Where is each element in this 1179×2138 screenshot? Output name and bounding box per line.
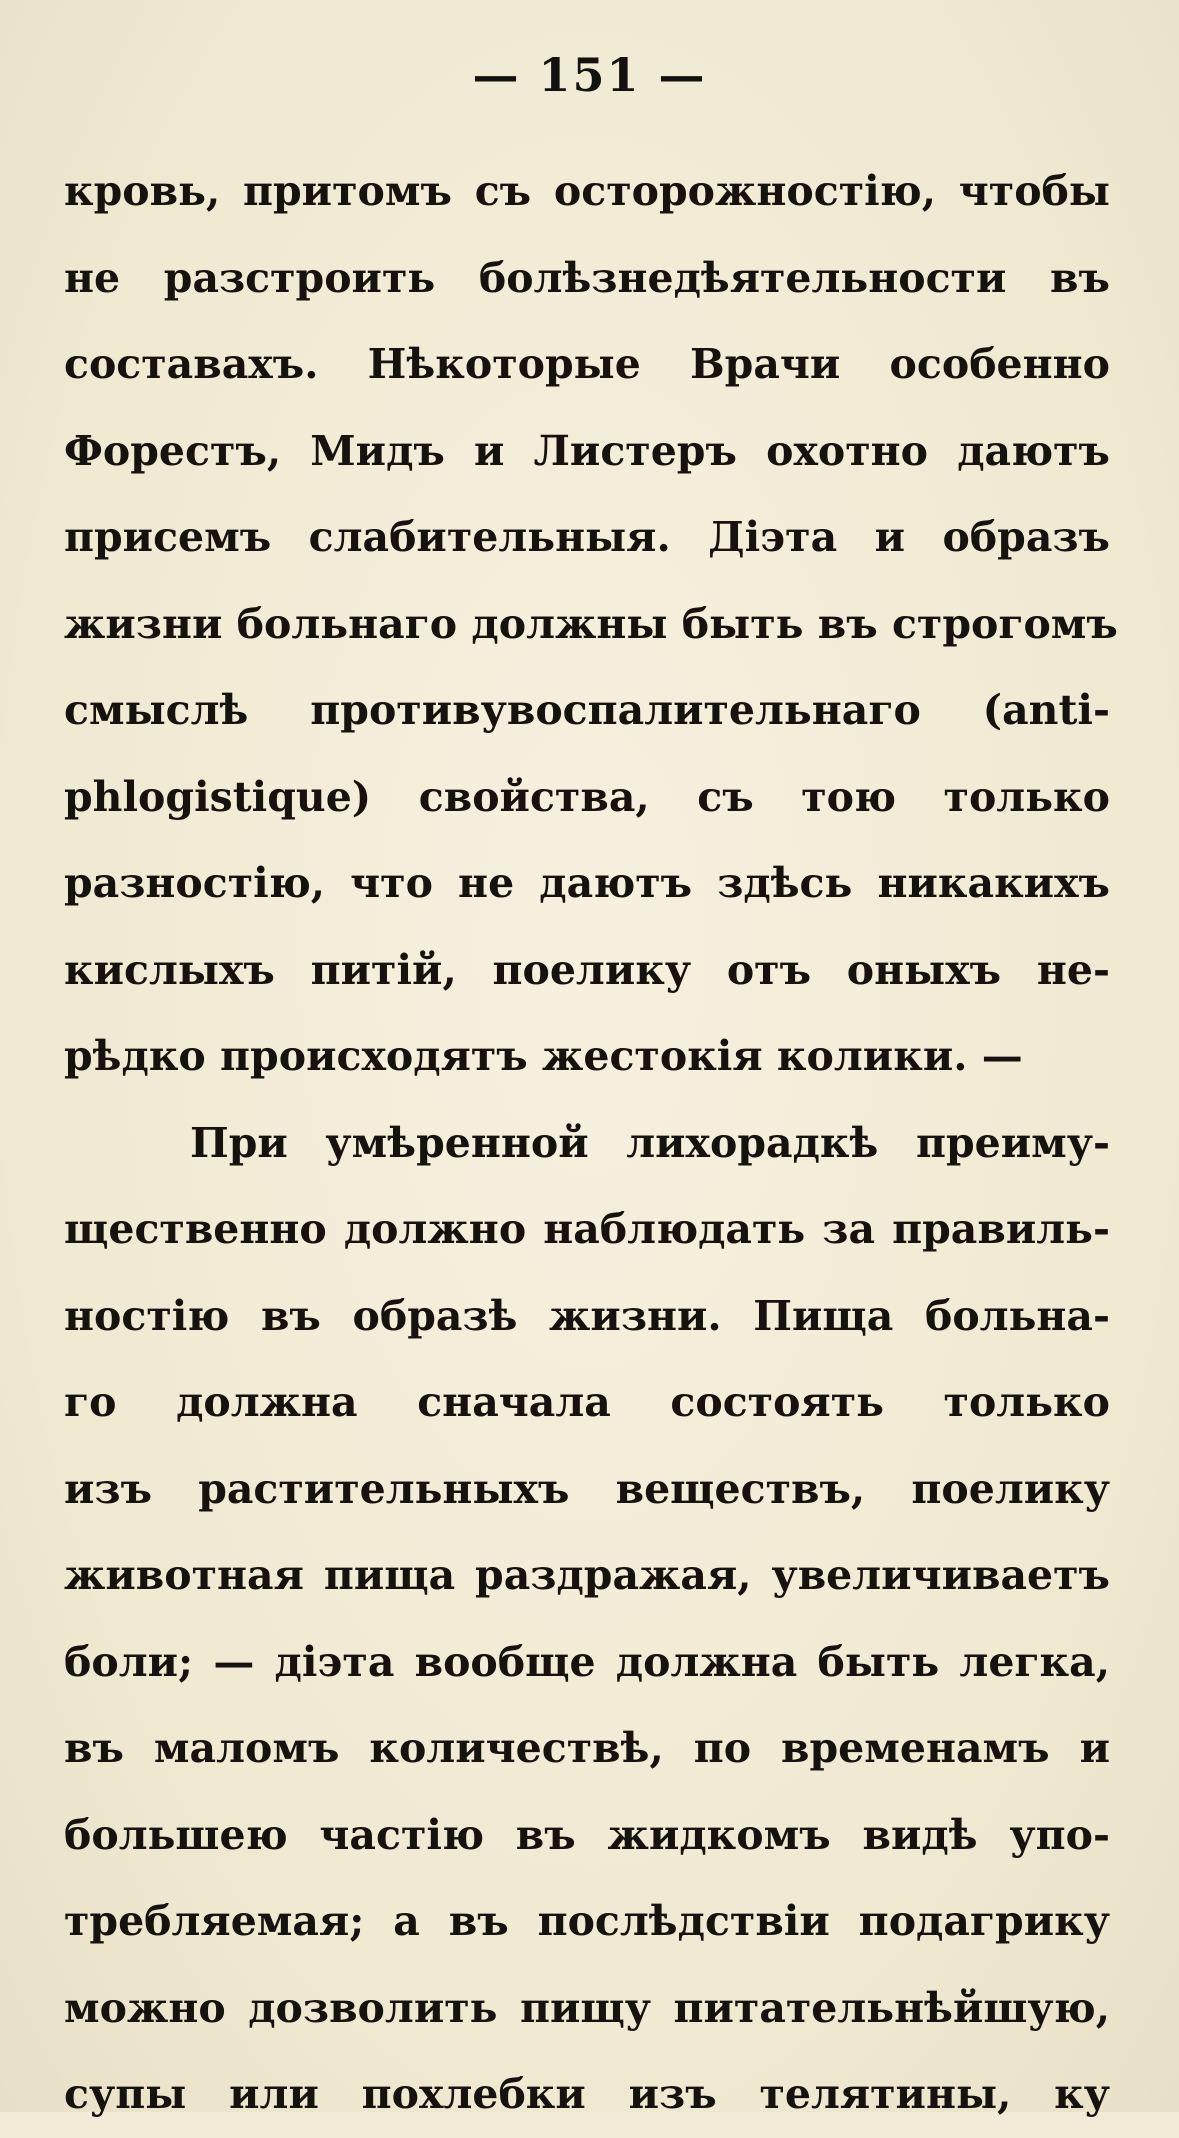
text-line: большею частію въ жидкомъ видѣ упо- — [64, 1810, 1110, 1859]
text-line: животная пища раздражая, увеличиваетъ — [64, 1551, 1110, 1599]
text-line: кровь, притомъ съ осторожностію, чтобы — [64, 167, 1110, 215]
text-line: присемъ слабительныя. Діэта и образъ — [64, 513, 1110, 561]
text-line: изъ растительныхъ веществъ, поелику — [64, 1464, 1110, 1513]
text-line: въ маломъ количествѣ, по временамъ и — [64, 1724, 1110, 1772]
text-line: Форестъ, Мидъ и Листеръ охотно даютъ — [64, 426, 1110, 475]
text-line: можно дозволить пищу питательнѣйшую, — [64, 1983, 1110, 2032]
text-line: щественно должно наблюдать за правиль- — [64, 1205, 1110, 1253]
paragraph-start-line: При умѣренной лихорадкѣ преиму- — [190, 1118, 1110, 1167]
text-line: жизни больнаго должны быть въ строгомъ — [64, 599, 1118, 648]
text-line: боли; — діэта вообще должна быть легка, — [64, 1637, 1110, 1686]
text-line: ностію въ образѣ жизни. Пища больна- — [64, 1291, 1110, 1340]
text-line: требляемая; а въ послѣдствіи подагрику — [64, 1897, 1110, 1945]
text-line: супы или похлебки изъ телятины, ку — [64, 2070, 1110, 2118]
text-line: не разстроить болѣзнедѣятельности въ — [64, 253, 1110, 302]
body-text — [64, 148, 1118, 2138]
text-line: разностію, что не даютъ здѣсь никакихъ — [64, 859, 1110, 907]
text-line: смыслѣ противувоспалительнаго (anti- — [64, 686, 1110, 734]
text-line: составахъ. Нѣкоторые Врачи особенно — [64, 340, 1110, 388]
text-line: phlogistique) свойства, съ тою только — [64, 772, 1110, 821]
text-line: го должна сначала состоять только — [64, 1378, 1110, 1426]
paragraph-end-line: рѣдко происходятъ жестокія колики. — — [64, 1032, 1023, 1080]
page-number: — 151 — — [472, 48, 707, 102]
text-line: кислыхъ питій, поелику отъ оныхъ не- — [64, 945, 1110, 994]
